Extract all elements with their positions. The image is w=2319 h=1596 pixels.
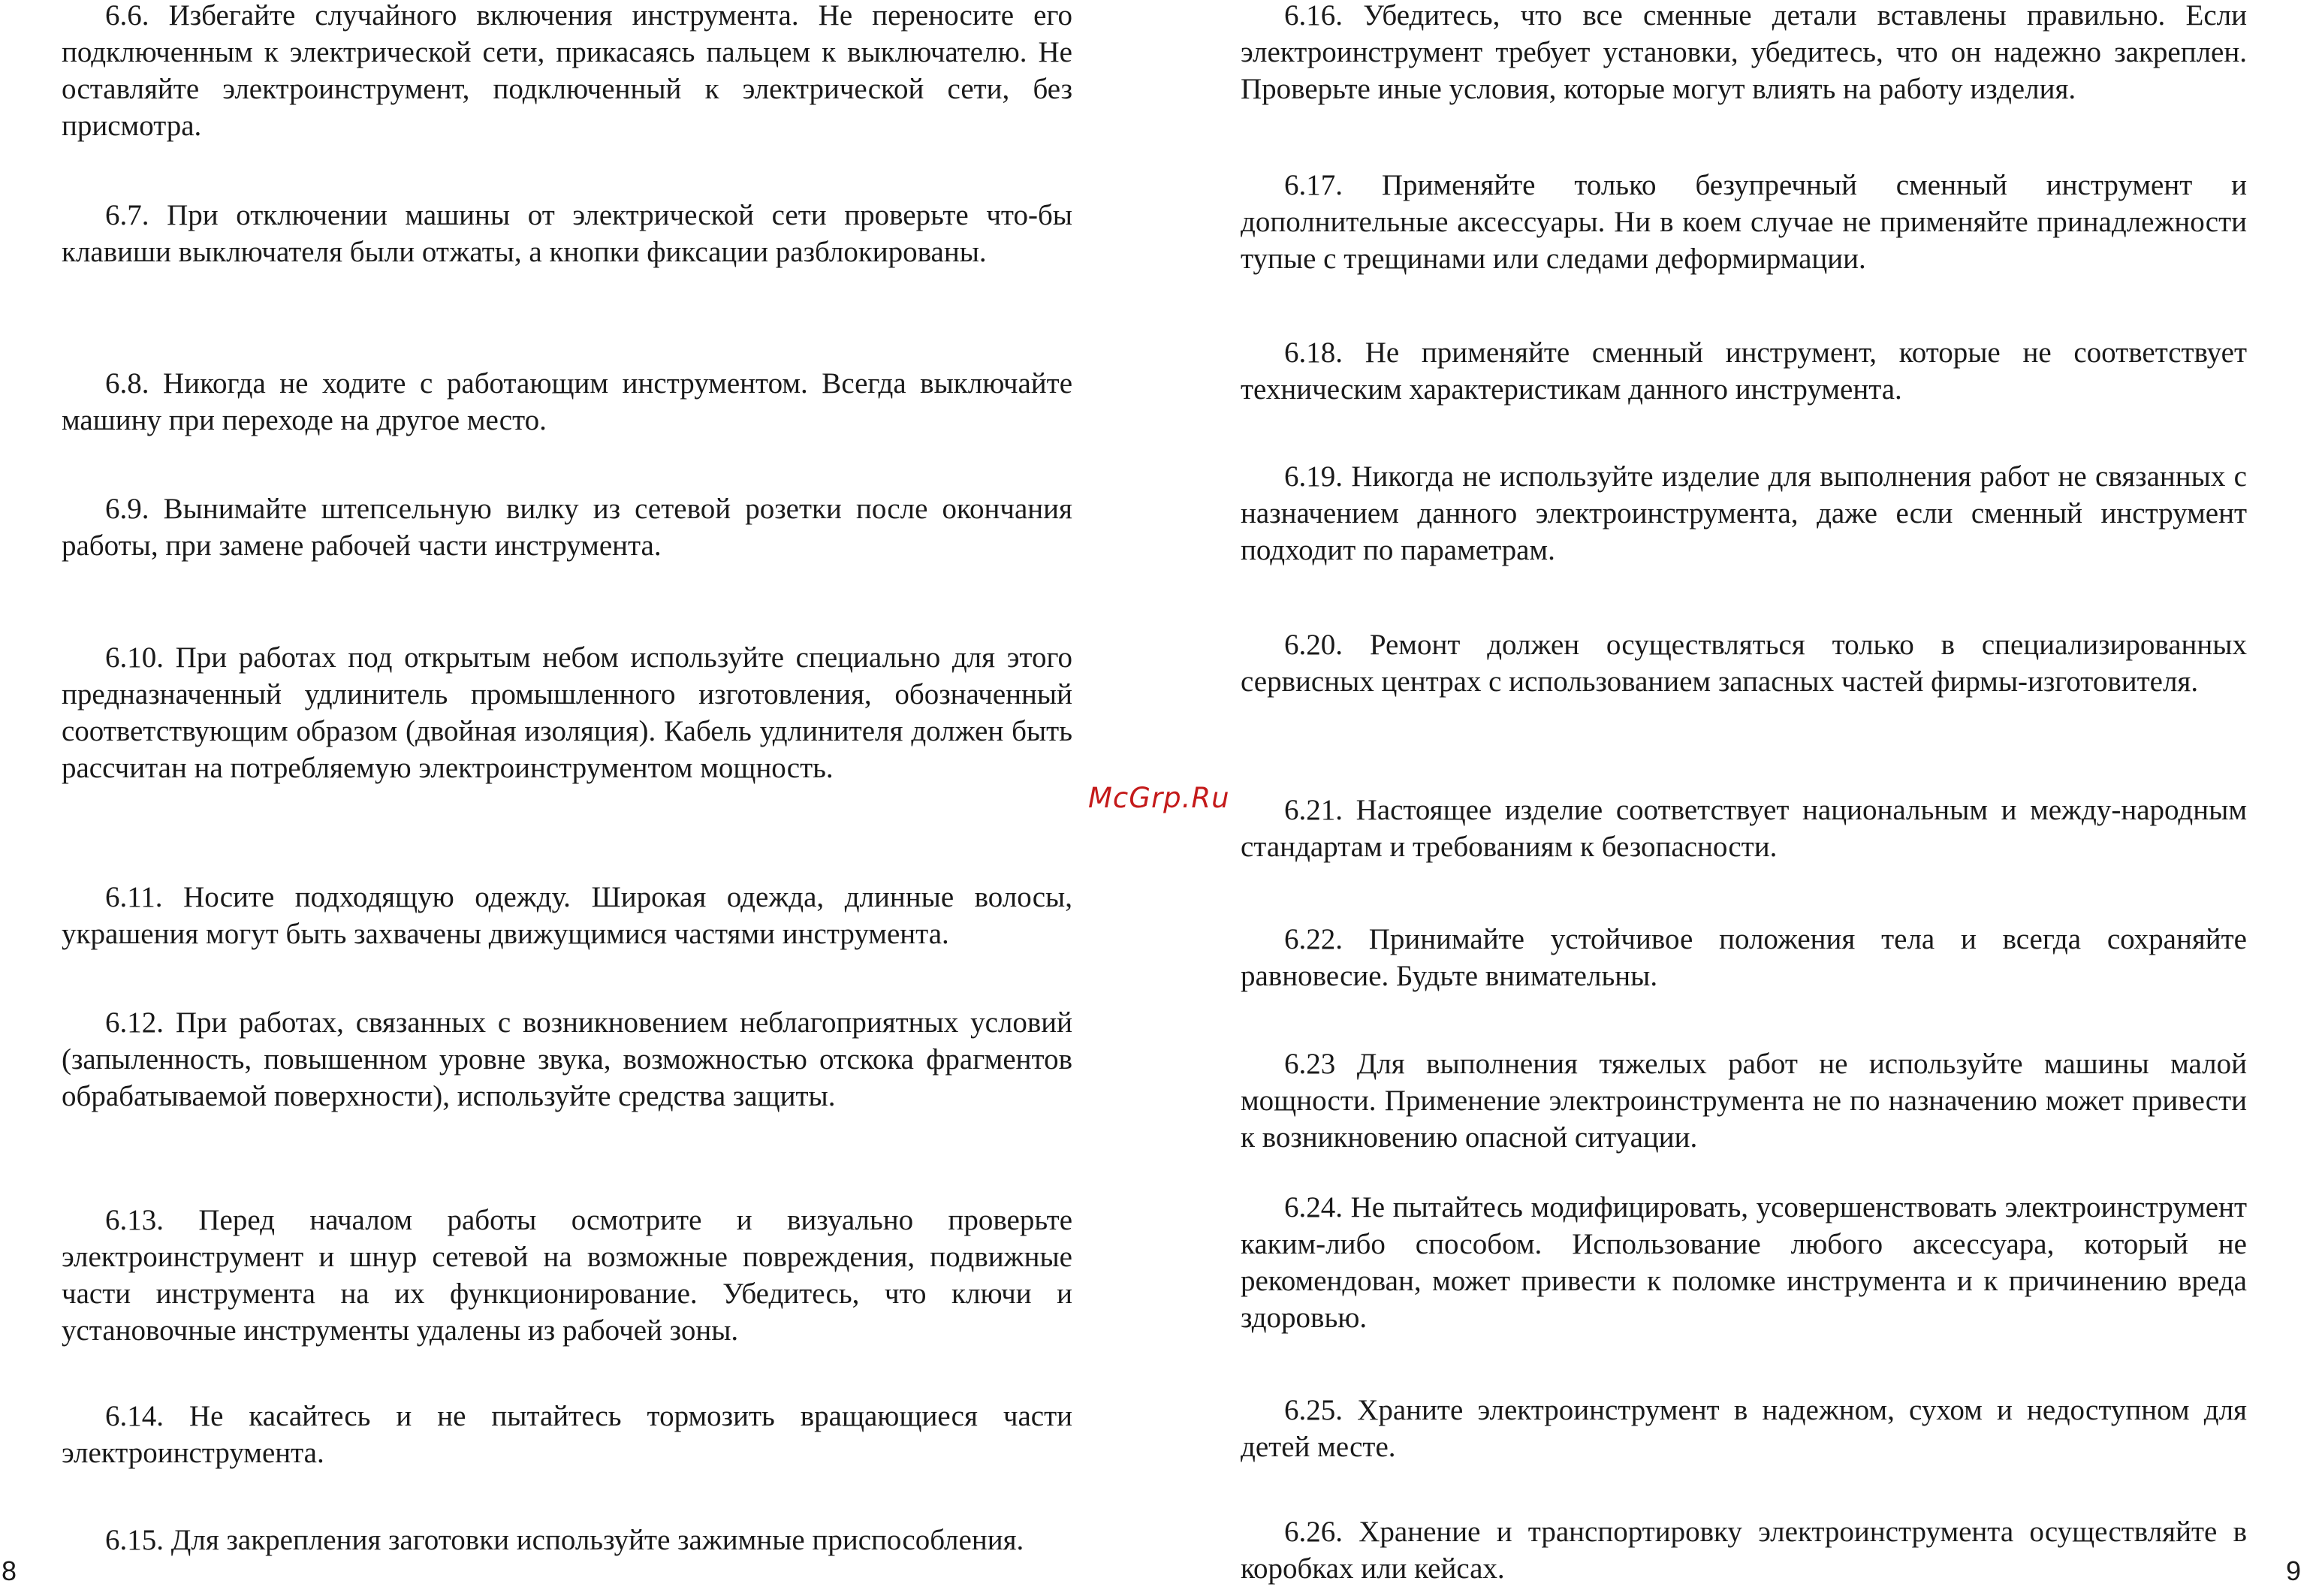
paragraph-6-21: 6.21. Настоящее изделие соответствует национальным и между-народным стандартам и требованиям к безопасности. bbox=[1241, 794, 2247, 863]
paragraph-6-15: 6.15. Для закрепления заготовки используйте зажимные приспособления. bbox=[105, 1524, 1024, 1556]
paragraph-6-12: 6.12. При работах, связанных с возникновением неблагоприятных условий (запыленность, повышенном уровне звука, возможностью отскока фрагментов обрабатываемой поверхности), используйте средства защиты. bbox=[62, 1006, 1072, 1112]
page-number-left: 8 bbox=[2, 1555, 17, 1586]
paragraph-6-23: 6.23 Для выполнения тяжелых работ не используйте машины малой мощности. Применение электроинструмента не по назначению может привести к возникновению опасной ситуации. bbox=[1241, 1048, 2247, 1154]
paragraph-6-10: 6.10. При работах под открытым небом используйте специально для этого предназначенный удлинитель промышленного изготовления, обозначенный соответствующим образом (двойная изоляция). Кабель удлинителя должен быть рассчитан на потребляемую электроинструментом мощность. bbox=[62, 641, 1072, 784]
watermark: McGrp.Ru bbox=[1088, 782, 1230, 814]
paragraph-6-7: 6.7. При отключении машины от электрической сети проверьте что-бы клавиши выключателя были отжаты, а кнопки фиксации разблокированы. bbox=[62, 199, 1072, 268]
page-number-right: 9 bbox=[2286, 1555, 2302, 1586]
paragraph-6-16: 6.16. Убедитесь, что все сменные детали вставлены правильно. Если электроинструмент требует установки, убедитесь, что он надежно закреплен. Проверьте иные условия, которые могут влиять на работу изделия. bbox=[1241, 0, 2247, 105]
paragraph-6-17: 6.17. Применяйте только безупречный сменный инструмент и дополнительные аксессуары. Ни в коем случае не применяйте принадлежности тупые с трещинами или следами деформирмации. bbox=[1241, 169, 2247, 275]
paragraph-6-13: 6.13. Перед началом работы осмотрите и визуально проверьте электроинструмент и шнур сетевой на возможные повреждения, подвижные части инструмента на их функционирование. Убедитесь, что ключи и установочные инструменты удалены из рабочей зоны. bbox=[62, 1204, 1072, 1347]
paragraph-6-9: 6.9. Вынимайте штепсельную вилку из сетевой розетки после окончания работы, при замене рабочей части инструмента. bbox=[62, 493, 1072, 562]
paragraph-6-20: 6.20. Ремонт должен осуществляться только в специализированных сервисных центрах с использованием запасных частей фирмы-изготовителя. bbox=[1241, 629, 2247, 698]
paragraph-6-11: 6.11. Носите подходящую одежду. Широкая одежда, длинные волосы, украшения могут быть захвачены движущимися частями инструмента. bbox=[62, 881, 1072, 950]
paragraph-6-14: 6.14. Не касайтесь и не пытайтесь тормозить вращающиеся части электроинструмента. bbox=[62, 1400, 1072, 1469]
paragraph-6-19: 6.19. Никогда не используйте изделие для выполнения работ не связанных с назначением данного электроинструмента, даже если сменный инструмент подходит по параметрам. bbox=[1241, 460, 2247, 566]
right-page bbox=[1160, 0, 2319, 1596]
paragraph-6-22: 6.22. Принимайте устойчивое положения тела и всегда сохраняйте равновесие. Будьте внимательны. bbox=[1241, 923, 2247, 992]
paragraph-6-24: 6.24. Не пытайтесь модифицировать, усовершенствовать электроинструмент каким-либо способом. Использование любого аксессуара, который не рекомендован, может привести к поломке инструмента и к причинению вреда здоровью. bbox=[1241, 1191, 2247, 1334]
paragraph-6-8: 6.8. Никогда не ходите с работающим инструментом. Всегда выключайте машину при переходе на другое место. bbox=[62, 367, 1072, 436]
paragraph-6-6: 6.6. Избегайте случайного включения инструмента. Не переносите его подключенным к электрической сети, прикасаясь пальцем к выключателю. Не оставляйте электроинструмент, подключенный к электрической сети, без присмотра. bbox=[62, 0, 1072, 142]
paragraph-6-25: 6.25. Храните электроинструмент в надежном, сухом и недоступном для детей месте. bbox=[1241, 1394, 2247, 1463]
paragraph-6-18: 6.18. Не применяйте сменный инструмент, которые не соответствует техническим характеристикам данного инструмента. bbox=[1241, 336, 2247, 406]
paragraph-6-26: 6.26. Хранение и транспортировку электроинструмента осуществляйте в коробках или кейсах. bbox=[1241, 1516, 2247, 1585]
